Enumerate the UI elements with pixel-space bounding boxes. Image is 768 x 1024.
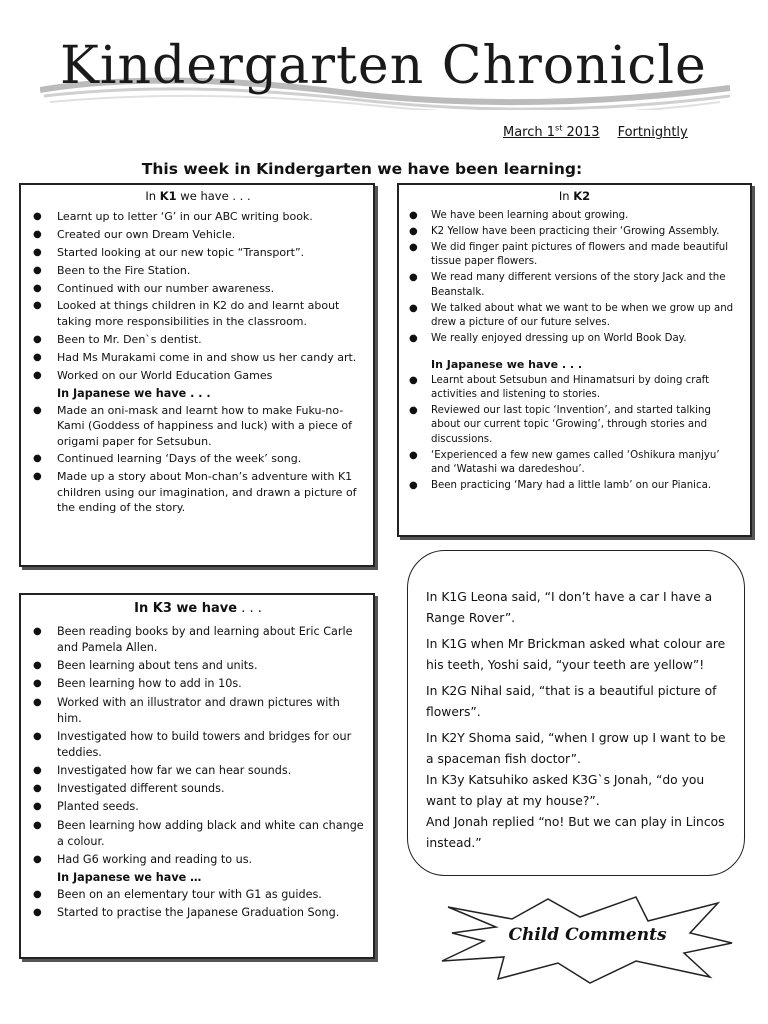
issue-date: March 1st 2013 — [503, 124, 600, 141]
comment-quote: In K2Y Shoma said, “when I grow up I want to be a spaceman fish doctor”. — [426, 731, 726, 766]
k3-section — [19, 593, 375, 959]
comment-quote: In K2G Nihal said, “that is a beautiful picture of flowers”. — [426, 684, 717, 719]
k2-list — [407, 209, 742, 347]
list-item: ● Had Ms Murakami come in and show us her candy art. — [31, 350, 365, 366]
list-item: ● Been learning how to add in 10s. — [31, 676, 365, 692]
k3-list — [31, 624, 365, 868]
masthead — [40, 30, 740, 110]
comment-quote: And Jonah replied “no! But we can play in Lincos instead.” — [426, 815, 725, 850]
list-item: ● Investigated different sounds. — [31, 781, 365, 797]
list-item: ● Continued learning ‘Days of the week’ song. — [31, 451, 365, 467]
list-item: ● Planted seeds. — [31, 799, 365, 815]
list-item: ● Made up a story about Mon-chan’s adventure with K1 children using our imagination, and drawn a picture of the ending of the story. — [31, 469, 365, 516]
list-item: ● Been learning about tens and units. — [31, 658, 365, 674]
list-item: ● Made an oni-mask and learnt how to make Fuku-no-Kami (Goddess of happiness and luck) with a piece of origami paper for Setsubun. — [31, 403, 365, 450]
list-item: ● Been learning how adding black and white can change a colour. — [31, 818, 365, 850]
k2-title: In K2 — [558, 189, 591, 203]
k2-japanese-list — [407, 374, 742, 494]
list-item: ● Created our own Dream Vehicle. — [31, 227, 365, 243]
list-item: ● We read many different versions of the story Jack and the Beanstalk. — [407, 271, 742, 300]
k3-japanese-heading: In Japanese we have … — [57, 870, 202, 884]
k2-japanese-heading: In Japanese we have . . . — [431, 357, 583, 371]
list-item: ● Looked at things children in K2 do and learnt about taking more responsibilities in the classroom. — [31, 298, 365, 329]
list-item: ● Continued with our number awareness. — [31, 281, 365, 297]
list-item: ● Worked with an illustrator and drawn pictures with him. — [31, 695, 365, 727]
k3-japanese-list — [31, 887, 365, 921]
list-item: ● Been to Mr. Den`s dentist. — [31, 332, 365, 348]
child-comments-label: Child Comments — [508, 925, 667, 945]
newsletter-title: Kindergarten Chronicle — [60, 36, 707, 96]
k3-title: In K3 we have . . . — [134, 601, 262, 616]
list-item: ● Been to the Fire Station. — [31, 263, 365, 279]
list-item: ● We did finger paint pictures of flowers and made beautiful tissue paper flowers. — [407, 241, 742, 270]
list-item: ● Had G6 working and reading to us. — [31, 852, 365, 868]
list-item: ● Investigated how to build towers and bridges for our teddies. — [31, 729, 365, 761]
k1-list — [31, 209, 365, 383]
list-item: ● Started looking at our new topic “Transport”. — [31, 245, 365, 261]
k2-section — [397, 183, 752, 537]
comment-quote: In K3y Katsuhiko asked K3G`s Jonah, “do you want to play at my house?”. — [426, 773, 705, 808]
list-item: ● We really enjoyed dressing up on World Book Day. — [407, 332, 742, 346]
list-item: ● Been practicing ‘Mary had a little lamb’ on our Pianica. — [407, 479, 742, 493]
list-item: ● Learnt about Setsubun and Hinamatsuri by doing craft activities and listening to stories. — [407, 374, 742, 403]
list-item: ● Started to practise the Japanese Graduation Song. — [31, 905, 365, 921]
comment-quote: In K1G when Mr Brickman asked what colour are his teeth, Yoshi said, “your teeth are yellow”! — [426, 637, 726, 672]
issue-frequency: Fortnightly — [617, 125, 688, 141]
k1-title: In K1 we have . . . — [145, 189, 251, 203]
list-item: ● Investigated how far we can hear sounds. — [31, 763, 365, 779]
section-headline: This week in Kindergarten we have been learning: — [141, 160, 583, 178]
list-item: ● Been reading books by and learning about Eric Carle and Pamela Allen. — [31, 624, 365, 656]
dateline — [503, 124, 688, 140]
k1-japanese-heading: In Japanese we have . . . — [57, 386, 211, 400]
k1-section — [19, 183, 375, 567]
list-item: ● We have been learning about growing. — [407, 209, 742, 223]
k1-japanese-list — [31, 403, 365, 516]
list-item: ● We talked about what we want to be when we grow up and drew a picture of our future selves. — [407, 302, 742, 331]
list-item: ● Learnt up to letter ‘G’ in our ABC writing book. — [31, 209, 365, 225]
list-item: ● Worked on our World Education Games — [31, 368, 365, 384]
list-item: ● Been on an elementary tour with G1 as guides. — [31, 887, 365, 903]
list-item: ● K2 Yellow have been practicing their ‘Growing Assembly. — [407, 225, 742, 239]
list-item: ● ‘Experienced a few new games called ‘Oshikura manjyu’ and ‘Watashi wa daredeshou’. — [407, 449, 742, 478]
list-item: ● Reviewed our last topic ‘Invention’, and started talking about our current topic ‘Growing’, through stories and discussions. — [407, 404, 742, 447]
child-comments-box — [407, 550, 745, 876]
comment-quote: In K1G Leona said, “I don’t have a car I have a Range Rover”. — [426, 590, 713, 625]
